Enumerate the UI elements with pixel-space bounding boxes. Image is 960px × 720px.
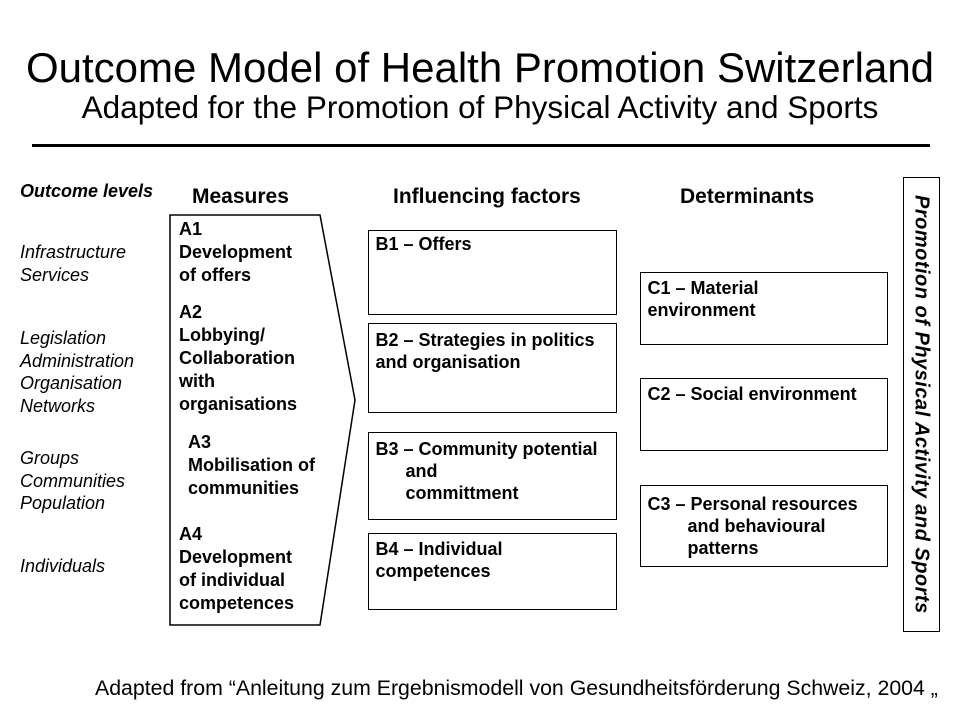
measure-a2	[179, 301, 297, 416]
measure-code: A1	[179, 219, 203, 239]
outcome-level-infrastructure	[20, 241, 126, 286]
measure-line: Collaboration	[179, 348, 295, 368]
measure-code: A3	[188, 432, 212, 452]
factor-line: B1 – Offers	[375, 234, 472, 254]
factor-line: committment	[405, 482, 519, 503]
slide-subtitle: Adapted for the Promotion of Physical Activity and Sports	[81, 89, 879, 125]
slide-title: Outcome Model of Health Promotion Switzerland	[25, 44, 935, 91]
measure-line: Development	[179, 242, 293, 262]
factor-line: B3 – Community potential	[375, 438, 598, 459]
measure-line: of individual	[179, 570, 285, 590]
determinant-line: environment	[647, 299, 756, 320]
outcome-level-line: Population	[20, 493, 106, 513]
measures-header: Measures	[192, 185, 289, 208]
measure-line: Mobilisation of	[188, 455, 315, 475]
goal-box	[903, 177, 940, 632]
factor-line: competences	[375, 560, 491, 581]
influencing-factors-header: Influencing factors	[393, 185, 581, 208]
outcome-level-line: Organisation	[20, 373, 123, 393]
outcome-level-legislation	[20, 327, 134, 417]
title-divider	[32, 144, 930, 147]
outcome-level-groups	[20, 447, 125, 515]
measure-a1	[179, 218, 292, 287]
outcome-level-line: Communities	[20, 470, 126, 491]
measure-line: organisations	[179, 394, 298, 414]
measure-line: with	[179, 371, 215, 391]
outcome-level-individuals	[20, 555, 105, 578]
outcome-levels-header: Outcome levels	[20, 181, 154, 201]
determinant-c3	[640, 485, 888, 567]
determinant-line: and behavioural	[687, 515, 826, 536]
factor-line: B2 – Strategies in politics	[375, 329, 595, 350]
measure-line: communities	[188, 478, 300, 498]
outcome-level-line: Legislation	[20, 328, 107, 348]
source-footnote: Adapted from “Anleitung zum Ergebnismodell von Gesundheitsförderung Schweiz, 2004 „	[95, 676, 938, 700]
outcome-level-line: Infrastructure	[20, 242, 127, 262]
influencing-factor-b1	[368, 230, 617, 315]
measure-line: Development	[179, 547, 293, 567]
influencing-factor-b2	[368, 323, 617, 413]
outcome-level-line: Individuals	[20, 556, 106, 576]
determinant-line: patterns	[687, 537, 759, 558]
influencing-factor-b4	[368, 533, 617, 610]
goal-label: Promotion of Physical Activity and Sports	[910, 195, 933, 614]
factor-line: and	[405, 460, 438, 481]
measure-a3	[188, 431, 315, 500]
measure-code: A2	[179, 302, 203, 322]
outcome-level-line: Administration	[20, 350, 135, 371]
determinant-line: C1 – Material	[647, 277, 759, 298]
determinant-line: C3 – Personal resources	[647, 493, 858, 514]
measure-a4	[179, 523, 294, 615]
determinant-c1	[640, 272, 888, 345]
outcome-level-line: Networks	[20, 395, 96, 416]
determinant-c2	[640, 378, 888, 451]
outcome-level-line: Groups	[20, 448, 80, 468]
factor-line: B4 – Individual	[375, 538, 503, 559]
measure-line: competences	[179, 593, 295, 613]
factor-line: and organisation	[375, 351, 521, 372]
measure-line: Lobbying/	[179, 325, 265, 345]
measure-code: A4	[179, 524, 203, 544]
determinant-line: C2 – Social environment	[647, 383, 857, 404]
measure-line: of offers	[179, 265, 251, 285]
determinants-header: Determinants	[680, 185, 815, 208]
influencing-factor-b3	[368, 432, 617, 520]
outcome-level-line: Services	[20, 264, 90, 285]
